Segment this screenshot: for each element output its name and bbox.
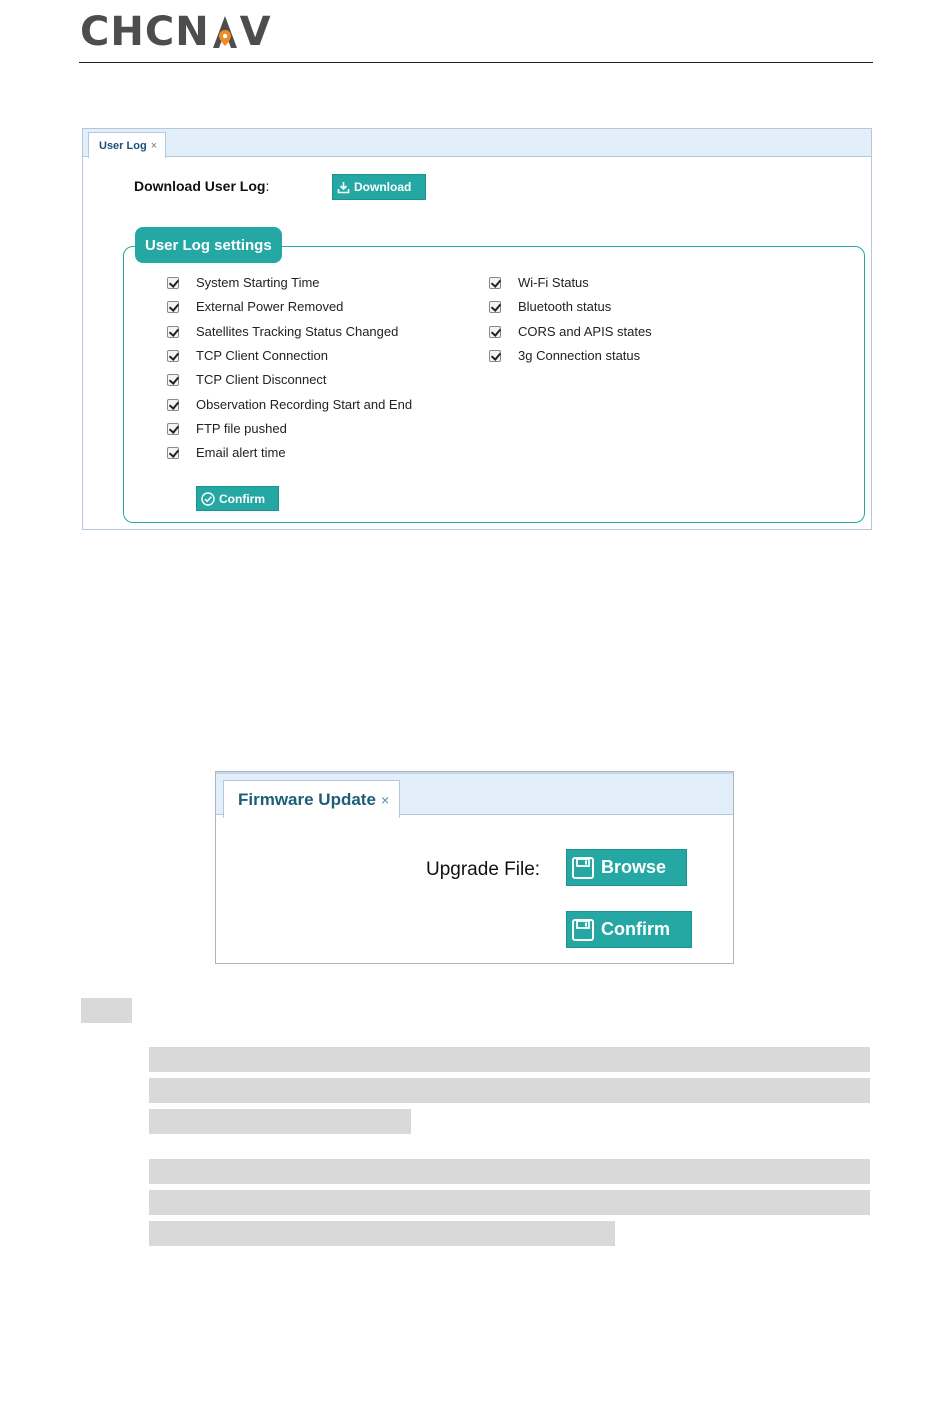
checkbox-item[interactable]	[167, 372, 327, 387]
checkbox-item[interactable]	[167, 421, 287, 436]
tab-user-log[interactable]	[88, 132, 166, 158]
checkbox-checked[interactable]	[167, 350, 179, 362]
download-user-log-label	[134, 178, 269, 194]
checkbox-item[interactable]	[167, 275, 320, 290]
redacted-text-line	[149, 1109, 411, 1134]
checkbox-checked[interactable]	[167, 423, 179, 435]
firmware-confirm-button[interactable]	[566, 911, 692, 948]
logo-pin-icon	[211, 10, 239, 54]
checkbox-label: 3g Connection status	[518, 348, 641, 363]
browse-button-label: Browse	[601, 857, 667, 877]
confirm-button-label: Confirm	[219, 491, 265, 506]
tab-close-icon[interactable]: ×	[150, 139, 158, 152]
tab-firmware-update[interactable]	[223, 780, 400, 818]
checkbox-item[interactable]	[167, 324, 398, 339]
checkbox-checked[interactable]	[489, 277, 501, 289]
tab-close-icon[interactable]: ×	[380, 791, 390, 808]
checkbox-checked[interactable]	[489, 301, 501, 313]
checkbox-label: Bluetooth status	[518, 299, 612, 314]
firmware-update-panel	[215, 771, 734, 964]
checkbox-label: System Starting Time	[196, 275, 320, 290]
checkbox-item[interactable]	[489, 299, 611, 314]
redacted-text-line	[149, 1078, 870, 1103]
firmware-tabbar	[216, 772, 733, 815]
download-user-log-text: Download User Log	[134, 178, 266, 194]
checkbox-item[interactable]	[489, 275, 589, 290]
checkbox-checked[interactable]	[167, 326, 179, 338]
header-divider	[79, 62, 873, 63]
redacted-text-line	[149, 1221, 615, 1246]
tab-user-log-label: User Log	[99, 139, 147, 152]
checkbox-item[interactable]	[167, 397, 412, 412]
checkbox-checked[interactable]	[167, 447, 179, 459]
checkbox-checked[interactable]	[167, 277, 179, 289]
firmware-confirm-button-label: Confirm	[601, 919, 670, 939]
checkbox-label: TCP Client Disconnect	[196, 372, 327, 387]
save-icon	[571, 918, 595, 942]
logo-text-right: V	[239, 9, 271, 55]
upgrade-file-label: Upgrade File:	[426, 859, 541, 880]
download-user-log-colon: :	[265, 178, 270, 194]
download-button[interactable]	[332, 174, 426, 200]
download-button-label: Download	[354, 180, 412, 194]
logo-text-left: CHCN	[80, 9, 210, 55]
check-circle-icon	[201, 492, 215, 506]
checkbox-label: Wi-Fi Status	[518, 275, 589, 290]
checkbox-checked[interactable]	[167, 399, 179, 411]
redacted-heading	[81, 998, 132, 1023]
checkbox-checked[interactable]	[167, 374, 179, 386]
checkbox-label: External Power Removed	[196, 299, 344, 314]
checkbox-item[interactable]	[489, 324, 652, 339]
checkbox-label: Satellites Tracking Status Changed	[196, 324, 399, 339]
checkbox-checked[interactable]	[489, 350, 501, 362]
chcnav-logo	[80, 10, 271, 54]
checkbox-item[interactable]	[167, 299, 343, 314]
save-icon	[571, 856, 595, 880]
checkbox-label: Observation Recording Start and End	[196, 397, 413, 412]
redacted-text-line	[149, 1159, 870, 1184]
download-icon	[337, 181, 350, 194]
user-log-tabbar	[83, 129, 871, 157]
redacted-text-line	[149, 1047, 870, 1072]
confirm-button[interactable]	[196, 486, 279, 511]
tab-firmware-update-label: Firmware Update	[238, 789, 376, 809]
checkbox-label: FTP file pushed	[196, 421, 287, 436]
user-log-panel	[82, 128, 872, 530]
checkbox-checked[interactable]	[167, 301, 179, 313]
browse-button[interactable]	[566, 849, 687, 886]
checkbox-item[interactable]	[167, 348, 328, 363]
checkbox-checked[interactable]	[489, 326, 501, 338]
redacted-text-line	[149, 1190, 870, 1215]
checkbox-label: TCP Client Connection	[196, 348, 328, 363]
checkbox-item[interactable]	[489, 348, 640, 363]
checkbox-label: Email alert time	[196, 445, 286, 460]
checkbox-label: CORS and APIS states	[518, 324, 652, 339]
checkbox-item[interactable]	[167, 445, 286, 460]
user-log-settings-legend: User Log settings	[135, 227, 282, 263]
